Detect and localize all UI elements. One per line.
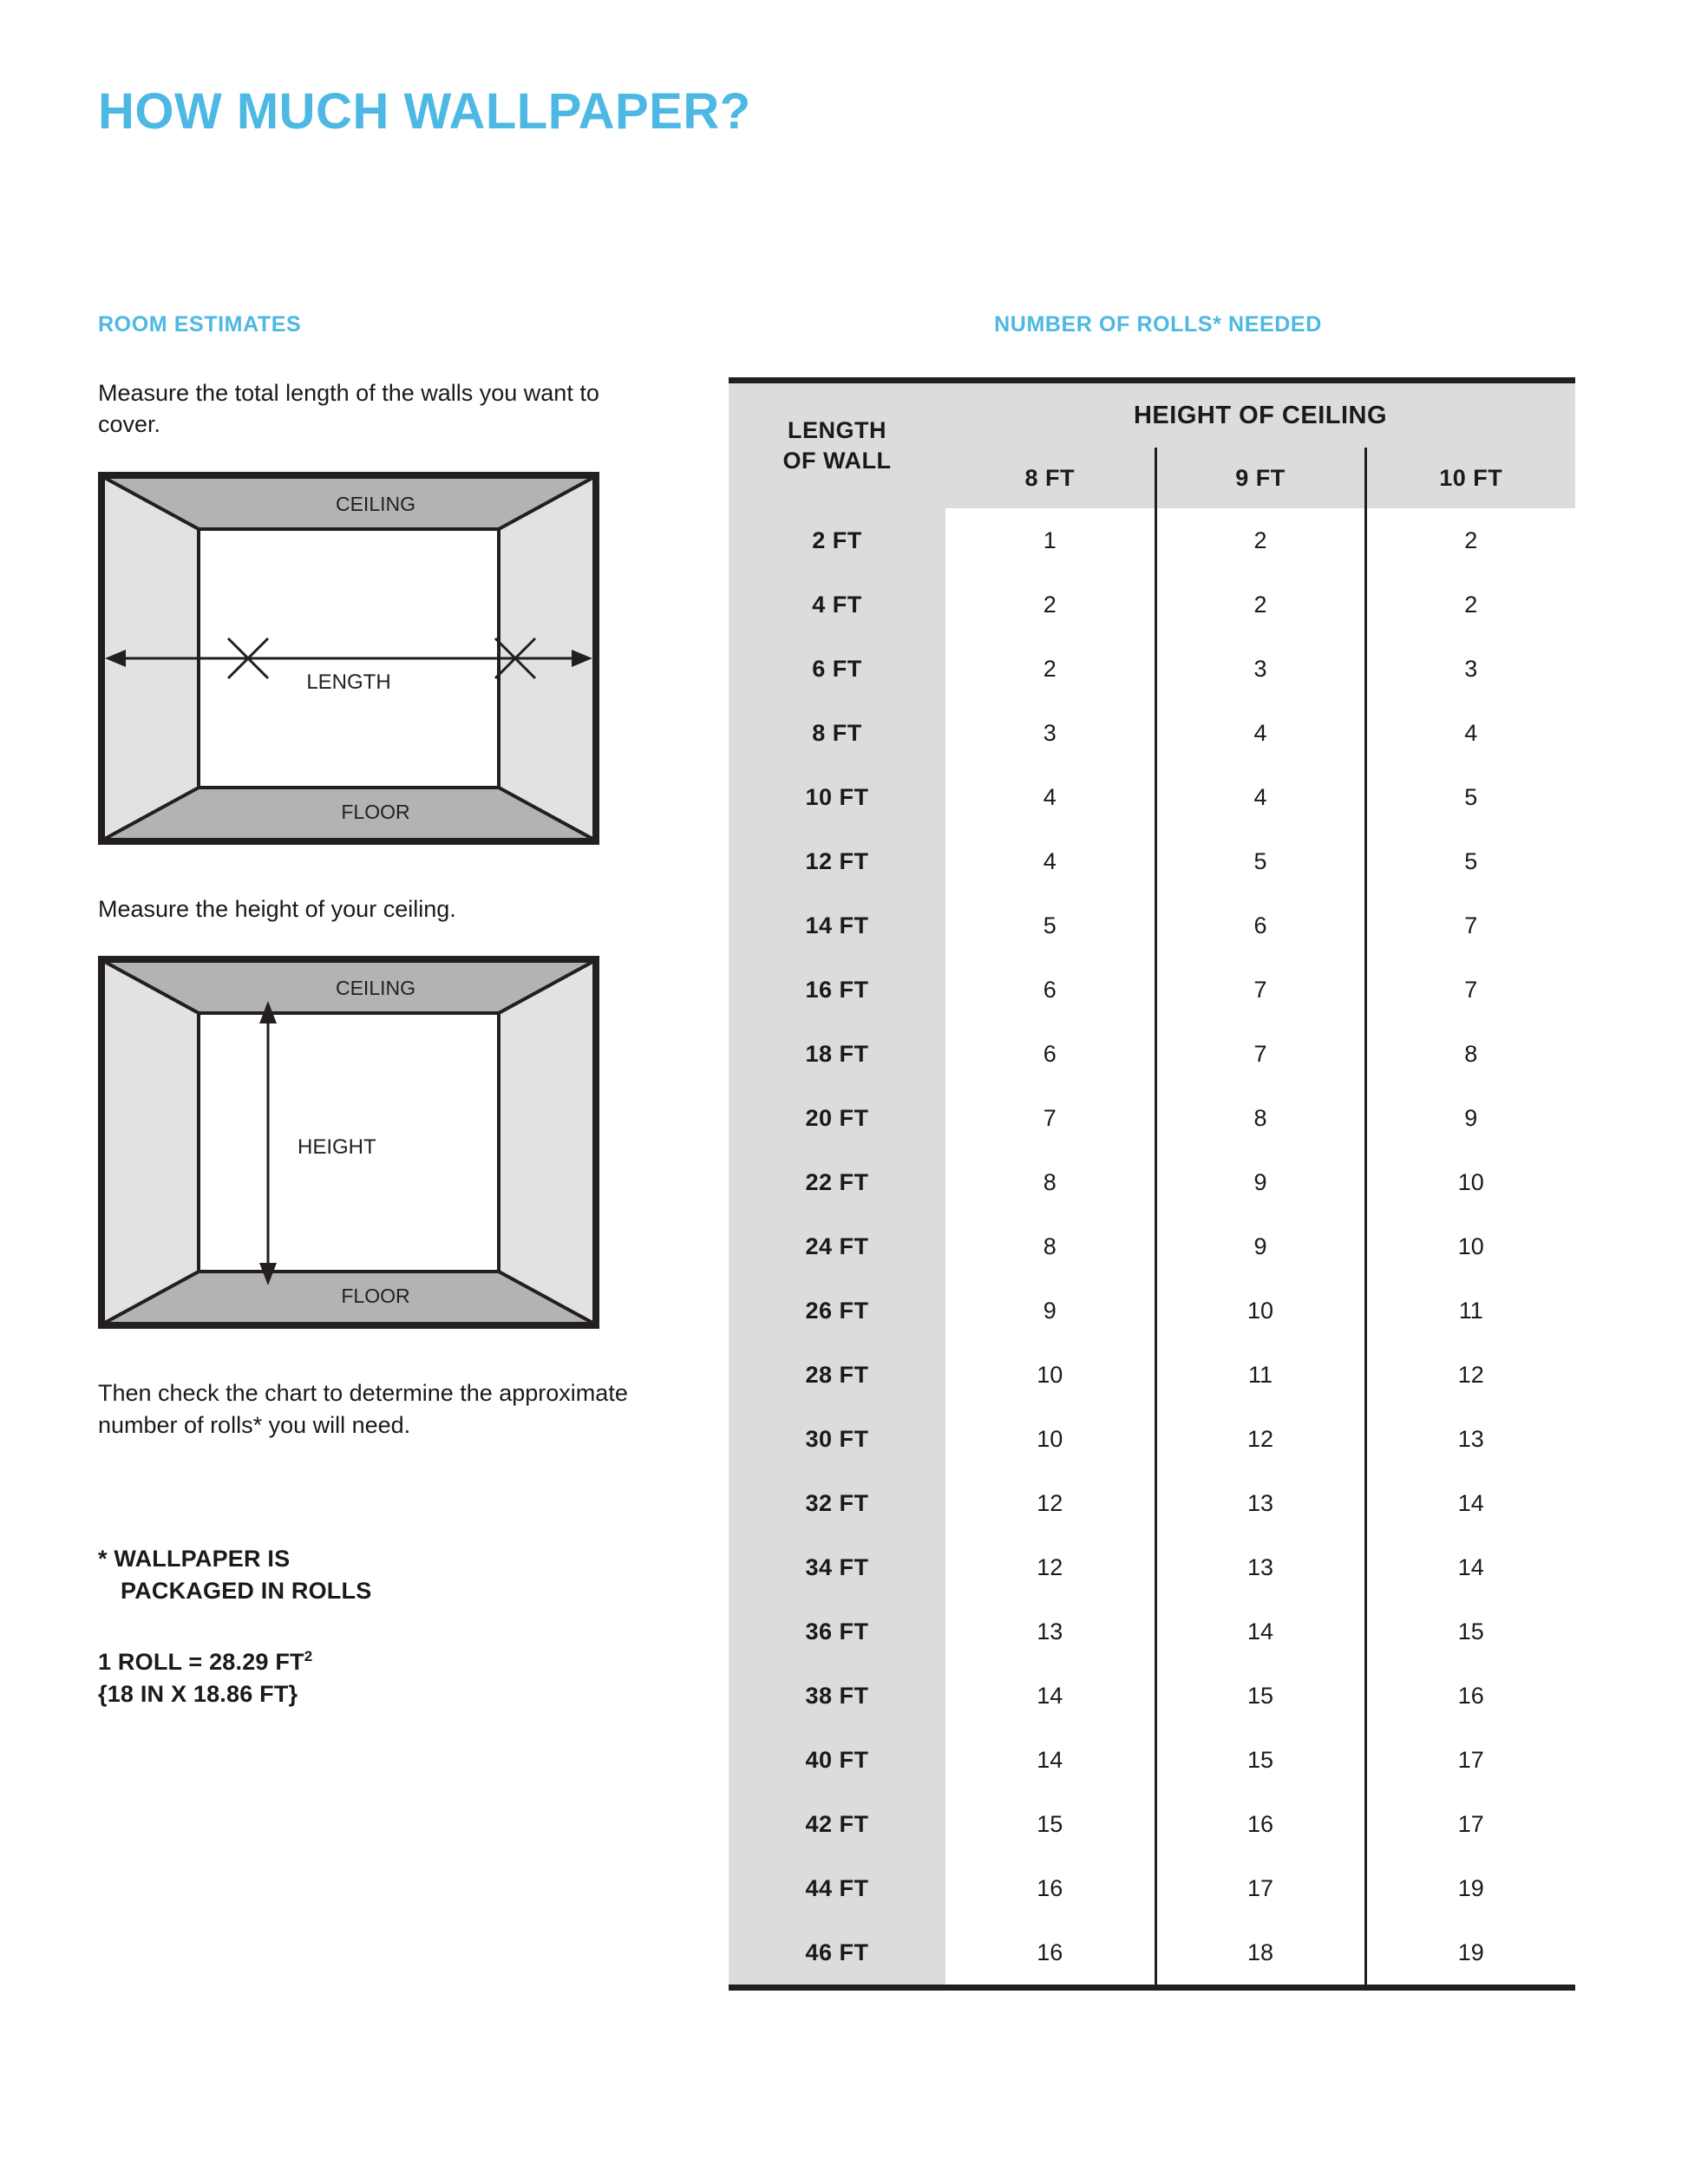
- cell-9ft: 12: [1155, 1407, 1365, 1471]
- table-row: [729, 765, 1575, 829]
- table-row: [729, 1407, 1575, 1471]
- table-row: [729, 572, 1575, 637]
- cell-8ft: 8: [1043, 1168, 1057, 1195]
- cell-8ft: 3: [1043, 719, 1057, 746]
- row-label: 42 FT: [729, 1792, 945, 1856]
- cell-9ft: 6: [1155, 893, 1365, 958]
- cell-10ft: 2: [1365, 508, 1575, 572]
- cell-10ft: 9: [1365, 1086, 1575, 1150]
- cell-10ft: 15: [1365, 1599, 1575, 1664]
- table-row: [729, 1792, 1575, 1856]
- header-length-line-1: LENGTH: [788, 416, 887, 443]
- table-row: [729, 637, 1575, 701]
- cell-9ft: 11: [1155, 1343, 1365, 1407]
- diagram-floor-label: FLOOR: [341, 800, 410, 823]
- cell-10ft: 14: [1365, 1471, 1575, 1535]
- cell-10ft: 4: [1365, 701, 1575, 765]
- cell-8ft: 2: [1043, 591, 1057, 618]
- instruction-check-chart: Then check the chart to determine the approximate number of rolls* you will need.: [98, 1380, 628, 1438]
- cell-8ft: 5: [1043, 912, 1057, 938]
- row-label: 2 FT: [729, 508, 945, 572]
- header-length-of-wall: [729, 381, 945, 509]
- cell-10ft: 19: [1365, 1856, 1575, 1920]
- cell-10ft: 7: [1365, 958, 1575, 1022]
- cell-10ft: 14: [1365, 1535, 1575, 1599]
- cell-9ft: 14: [1155, 1599, 1365, 1664]
- page-title: HOW MUCH WALLPAPER?: [98, 83, 751, 140]
- cell-8ft: 15: [1037, 1810, 1063, 1837]
- instruction-measure-height: Measure the height of your ceiling.: [98, 895, 456, 922]
- cell-8ft: 16: [1037, 1874, 1063, 1901]
- table-row: [729, 958, 1575, 1022]
- diagram-floor-label-2: FLOOR: [341, 1285, 410, 1308]
- diagram-ceiling-label: CEILING: [335, 492, 416, 515]
- row-label: 10 FT: [729, 765, 945, 829]
- cell-8ft: 16: [1037, 1939, 1063, 1965]
- table-row: [729, 1599, 1575, 1664]
- cell-10ft: 16: [1365, 1664, 1575, 1728]
- table-row: [729, 1150, 1575, 1214]
- diagram-ceiling-label-2: CEILING: [335, 977, 416, 1000]
- cell-8ft: 2: [1043, 655, 1057, 682]
- instruction-measure-length: Measure the total length of the walls you want to cover.: [98, 380, 599, 438]
- cell-9ft: 16: [1155, 1792, 1365, 1856]
- header-col-10ft: 10 FT: [1365, 448, 1575, 508]
- table-row: [729, 1471, 1575, 1535]
- table-row: [729, 1535, 1575, 1599]
- cell-8ft: 12: [1037, 1553, 1063, 1580]
- row-label: 20 FT: [729, 1086, 945, 1150]
- header-height-of-ceiling: HEIGHT OF CEILING: [945, 381, 1575, 448]
- row-label: 30 FT: [729, 1407, 945, 1471]
- cell-10ft: 5: [1365, 829, 1575, 893]
- cell-8ft: 4: [1043, 783, 1057, 810]
- cell-9ft: 9: [1155, 1214, 1365, 1278]
- header-col-8ft: 8 FT: [945, 448, 1155, 508]
- table-row: [729, 1214, 1575, 1278]
- table-row: [729, 893, 1575, 958]
- table-row: [729, 701, 1575, 765]
- roll-area-superscript: 2: [304, 1648, 313, 1665]
- row-label: 24 FT: [729, 1214, 945, 1278]
- cell-9ft: 7: [1155, 958, 1365, 1022]
- row-label: 40 FT: [729, 1728, 945, 1792]
- row-label: 44 FT: [729, 1856, 945, 1920]
- row-label: 12 FT: [729, 829, 945, 893]
- cell-10ft: 19: [1365, 1920, 1575, 1988]
- row-label: 4 FT: [729, 572, 945, 637]
- cell-10ft: 3: [1365, 637, 1575, 701]
- row-label: 6 FT: [729, 637, 945, 701]
- cell-8ft: 7: [1043, 1104, 1057, 1131]
- row-label: 26 FT: [729, 1278, 945, 1343]
- row-label: 46 FT: [729, 1920, 945, 1988]
- row-label: 18 FT: [729, 1022, 945, 1086]
- cell-10ft: 12: [1365, 1343, 1575, 1407]
- cell-9ft: 4: [1155, 701, 1365, 765]
- cell-9ft: 5: [1155, 829, 1365, 893]
- cell-8ft: 10: [1037, 1425, 1063, 1452]
- rolls-needed-table: [729, 377, 1575, 1991]
- cell-10ft: 7: [1365, 893, 1575, 958]
- cell-9ft: 3: [1155, 637, 1365, 701]
- cell-9ft: 15: [1155, 1728, 1365, 1792]
- cell-9ft: 7: [1155, 1022, 1365, 1086]
- cell-8ft: 12: [1037, 1489, 1063, 1516]
- table-row: [729, 508, 1575, 572]
- cell-10ft: 5: [1365, 765, 1575, 829]
- cell-9ft: 15: [1155, 1664, 1365, 1728]
- table-row: [729, 1278, 1575, 1343]
- row-label: 22 FT: [729, 1150, 945, 1214]
- cell-10ft: 10: [1365, 1214, 1575, 1278]
- cell-10ft: 11: [1365, 1278, 1575, 1343]
- cell-10ft: 17: [1365, 1728, 1575, 1792]
- cell-9ft: 9: [1155, 1150, 1365, 1214]
- roll-area-text: 1 ROLL = 28.29 FT: [98, 1649, 304, 1676]
- cell-8ft: 14: [1037, 1682, 1063, 1709]
- table-row: [729, 1343, 1575, 1407]
- cell-9ft: 13: [1155, 1535, 1365, 1599]
- cell-9ft: 17: [1155, 1856, 1365, 1920]
- table-row: [729, 1086, 1575, 1150]
- table-header-row-group: [729, 381, 1575, 448]
- cell-8ft: 8: [1043, 1233, 1057, 1259]
- cell-9ft: 2: [1155, 572, 1365, 637]
- room-diagram-length: [98, 472, 599, 845]
- cell-10ft: 8: [1365, 1022, 1575, 1086]
- cell-8ft: 10: [1037, 1361, 1063, 1388]
- cell-8ft: 14: [1037, 1746, 1063, 1773]
- cell-9ft: 4: [1155, 765, 1365, 829]
- rolls-table-column: [729, 312, 1587, 1991]
- section-title-room-estimates: ROOM ESTIMATES: [98, 312, 302, 337]
- cell-8ft: 6: [1043, 976, 1057, 1003]
- footnote-wallpaper-rolls: [98, 1543, 653, 1606]
- table-row: [729, 829, 1575, 893]
- roll-size-info: [98, 1646, 653, 1710]
- cell-9ft: 18: [1155, 1920, 1365, 1988]
- cell-9ft: 13: [1155, 1471, 1365, 1535]
- footnote-line-2: PACKAGED IN ROLLS: [121, 1577, 372, 1604]
- cell-8ft: 4: [1043, 847, 1057, 874]
- row-label: 28 FT: [729, 1343, 945, 1407]
- cell-9ft: 2: [1155, 508, 1365, 572]
- table-row: [729, 1920, 1575, 1988]
- roll-dimension-line: {18 IN X 18.86 FT}: [98, 1680, 298, 1707]
- row-label: 16 FT: [729, 958, 945, 1022]
- cell-8ft: 9: [1043, 1297, 1057, 1324]
- footnote-line-1: * WALLPAPER IS: [98, 1546, 291, 1573]
- row-label: 38 FT: [729, 1664, 945, 1728]
- row-label: 34 FT: [729, 1535, 945, 1599]
- cell-10ft: 2: [1365, 572, 1575, 637]
- cell-10ft: 17: [1365, 1792, 1575, 1856]
- section-title-number-of-rolls: NUMBER OF ROLLS* NEEDED: [994, 312, 1322, 337]
- cell-10ft: 10: [1365, 1150, 1575, 1214]
- cell-8ft: 13: [1037, 1618, 1063, 1645]
- cell-9ft: 8: [1155, 1086, 1365, 1150]
- cell-8ft: 1: [1043, 526, 1057, 553]
- table-row: [729, 1664, 1575, 1728]
- cell-8ft: 6: [1043, 1040, 1057, 1067]
- row-label: 8 FT: [729, 701, 945, 765]
- row-label: 32 FT: [729, 1471, 945, 1535]
- diagram-length-label: LENGTH: [306, 670, 391, 694]
- cell-10ft: 13: [1365, 1407, 1575, 1471]
- row-label: 36 FT: [729, 1599, 945, 1664]
- table-row: [729, 1728, 1575, 1792]
- room-diagram-height: [98, 956, 599, 1329]
- table-row: [729, 1856, 1575, 1920]
- header-col-9ft: 9 FT: [1155, 448, 1365, 508]
- row-label: 14 FT: [729, 893, 945, 958]
- room-estimates-column: [98, 312, 653, 1710]
- diagram-height-label: HEIGHT: [298, 1135, 376, 1160]
- table-row: [729, 1022, 1575, 1086]
- header-length-line-2: OF WALL: [782, 448, 892, 474]
- cell-9ft: 10: [1155, 1278, 1365, 1343]
- roll-area-line: [98, 1646, 653, 1677]
